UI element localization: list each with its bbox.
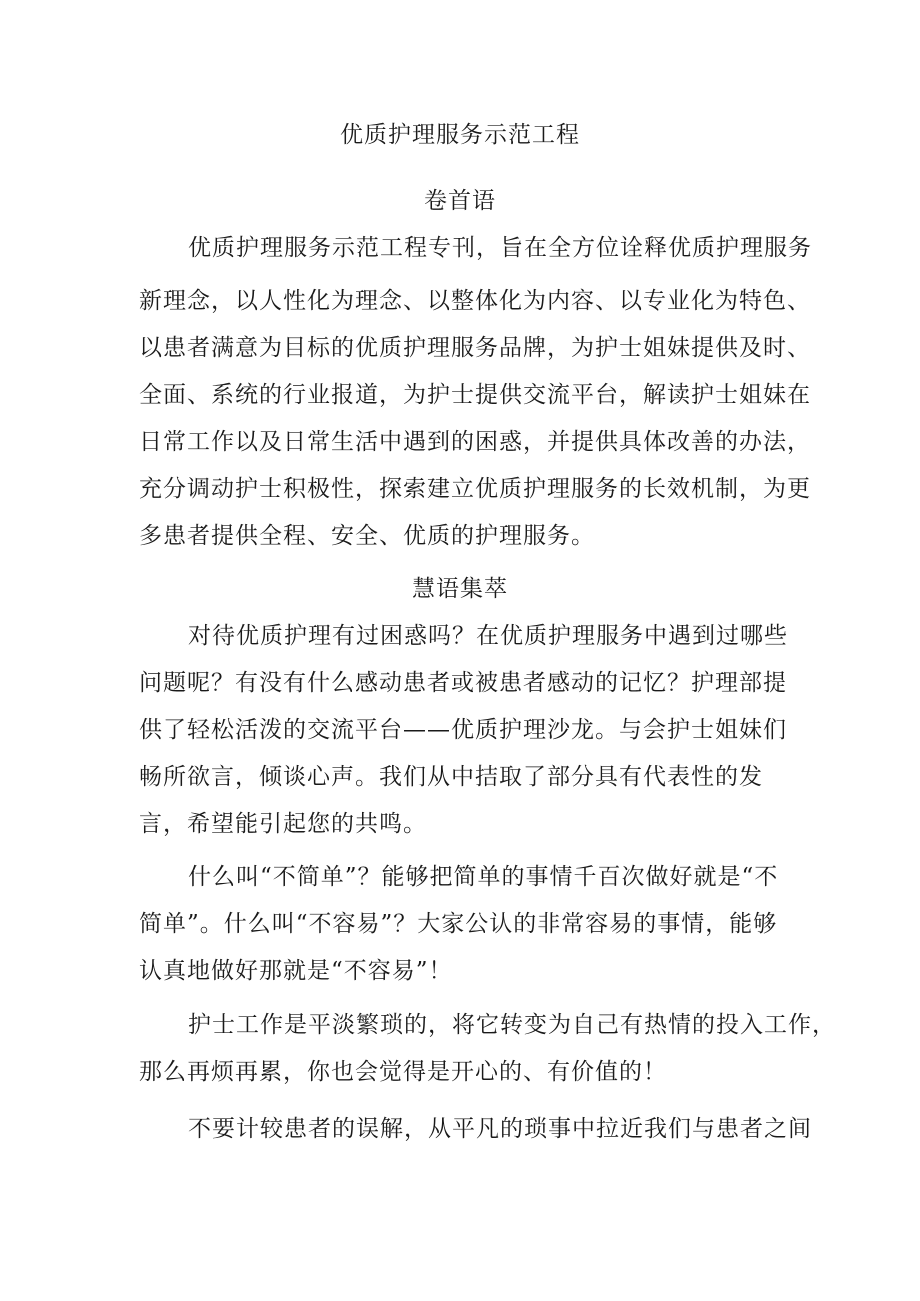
section-heading-preface: 卷首语 xyxy=(424,188,496,214)
paragraph-line: 问题呢？有没有什么感动患者或被患者感动的记忆？护理部提 xyxy=(139,670,787,696)
paragraph-line: 什么叫“不简单”？能够把简单的事情千百次做好就是“不 xyxy=(188,864,779,890)
paragraph-line: 对待优质护理有过困惑吗？在优质护理服务中遇到过哪些 xyxy=(188,623,788,649)
paragraph-line: 优质护理服务示范工程专刊，旨在全方位诠释优质护理服务 xyxy=(188,235,812,261)
paragraph-line: 护士工作是平淡繁琐的，将它转变为自己有热情的投入工作， xyxy=(188,1012,836,1038)
paragraph-line: 供了轻松活泼的交流平台——优质护理沙龙。与会护士姐妹们 xyxy=(139,717,787,743)
paragraph-line: 简单”。什么叫“不容易”？大家公认的非常容易的事情，能够 xyxy=(139,911,778,937)
paragraph-line: 以患者满意为目标的优质护理服务品牌，为护士姐妹提供及时、 xyxy=(139,335,811,361)
paragraph-line: 言，希望能引起您的共鸣。 xyxy=(139,811,427,837)
paragraph-line: 日常工作以及日常生活中遇到的困惑，并提供具体改善的办法， xyxy=(139,429,811,455)
paragraph-line: 畅所欲言，倾谈心声。我们从中拮取了部分具有代表性的发 xyxy=(139,764,763,790)
paragraph-line: 全面、系统的行业报道，为护士提供交流平台，解读护士姐妹在 xyxy=(139,382,811,408)
paragraph-line: 不要计较患者的误解，从平凡的琐事中拉近我们与患者之间 xyxy=(188,1116,812,1142)
paragraph-line: 新理念，以人性化为理念、以整体化为内容、以专业化为特色、 xyxy=(139,288,811,314)
section-heading-wisdom: 慧语集萃 xyxy=(412,576,508,602)
document-title: 优质护理服务示范工程 xyxy=(340,122,580,148)
paragraph-line: 充分调动护士积极性，探索建立优质护理服务的长效机制，为更 xyxy=(139,476,811,502)
paragraph-line: 那么再烦再累，你也会觉得是开心的、有价值的！ xyxy=(139,1059,667,1085)
paragraph-line: 认真地做好那就是“不容易”！ xyxy=(139,958,453,984)
paragraph-line: 多患者提供全程、安全、优质的护理服务。 xyxy=(139,523,595,549)
